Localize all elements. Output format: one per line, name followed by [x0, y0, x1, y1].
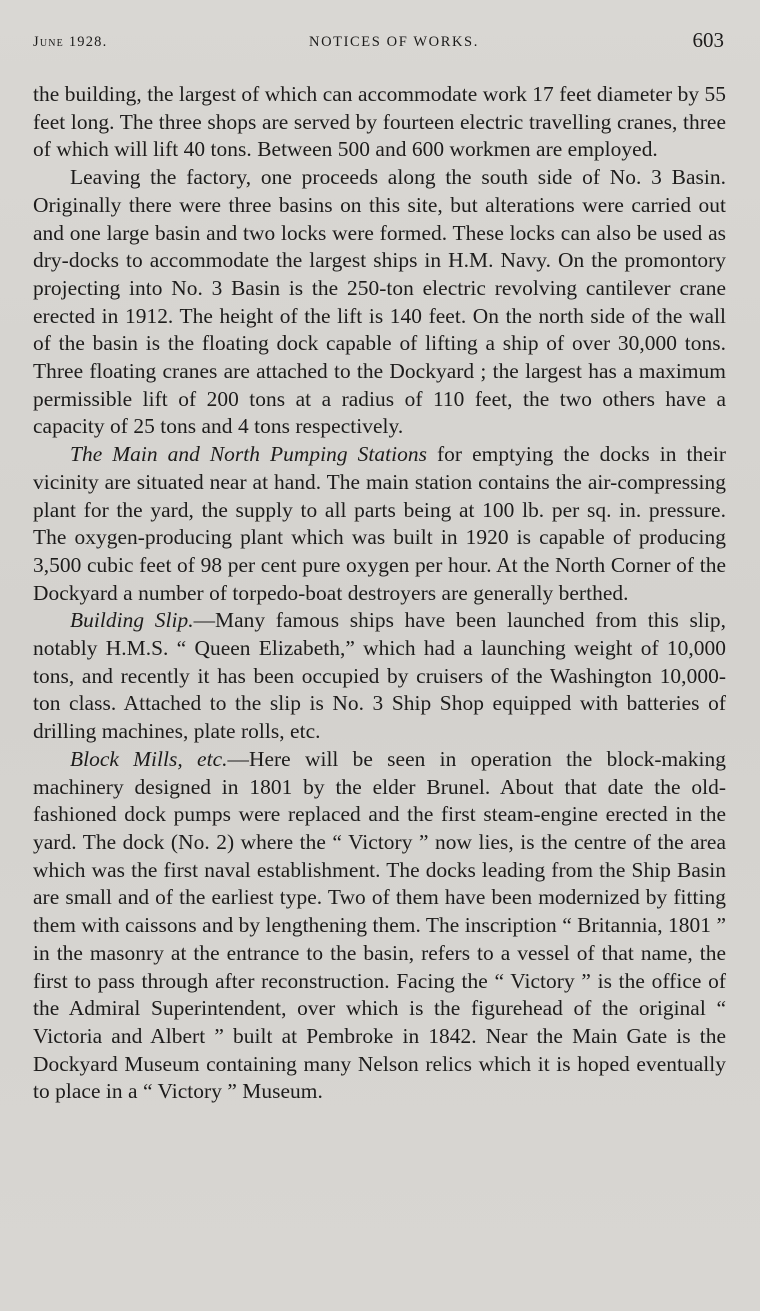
paragraph-text: for emptying the docks in their vicinity are situated near at hand. The main station contains the air-compressing plant for the yard, the supply to all parts being at 100 lb. per sq. in. pressure. The oxygen-producing plant which was built in 1920 is capable of producing 3,500 cubic feet of 98 per cent pure oxygen per hour. At the North Corner of the Dockyard a number of torpedo-boat destroyers are generally berthed.: [33, 442, 726, 605]
paragraph-text: —Many famous ships have been launched from this slip, notably H.M.S. “ Queen Elizabeth,” which had a launching weight of 10,000 tons, and recently it has been occupied by cruisers of the Washington 10,000-ton class. Attached to the slip is No. 3 Ship Shop equipped with batteries of drilling machines, plate rolls, etc.: [33, 608, 726, 744]
paragraph-building-slip: [33, 607, 726, 746]
paragraph-text: the building, the largest of which can accommodate work 17 feet diameter by 55 feet long. The three shops are served by fourteen electric travelling cranes, three of which will lift 40 tons. Between 500 and 600 workmen are employed.: [33, 82, 726, 162]
paragraph-pumping-stations: [33, 441, 726, 607]
paragraph-heading: Building Slip.: [70, 608, 194, 633]
body-text: [33, 81, 726, 1106]
paragraph-heading: The Main and North Pumping Stations: [70, 442, 427, 467]
paragraph-block-mills: [33, 746, 726, 1106]
paragraph-text: Leaving the factory, one proceeds along the south side of No. 3 Basin. Originally there were three basins on this site, but alterations were carried out and one large basin and two locks were formed. These locks can also be used as dry-docks to accommodate the largest ships in H.M. Navy. On the promontory projecting into No. 3 Basin is the 250-ton electric revolving cantilever crane erected in 1912. The height of the lift is 140 feet. On the north side of the wall of the basin is the floating dock capable of lifting a ship of over 30,000 tons. Three floating cranes are attached to the Dockyard ; the largest has a maximum permissible lift of 200 tons at a radius of 110 feet, the two others have a capacity of 25 tons and 4 tons respectively.: [33, 165, 726, 439]
running-header: [33, 28, 726, 68]
paragraph-heading: Block Mills, etc.: [70, 746, 228, 771]
header-date: June 1928.: [33, 34, 108, 50]
paragraph-continuation: [33, 81, 726, 164]
paragraph-basin: [33, 164, 726, 441]
page-number: 603: [692, 28, 724, 52]
paragraph-text: —Here will be seen in operation the block-making machinery designed in 1801 by the elder Brunel. About that date the old-fashioned dock pumps were replaced and the first steam-engine erected in the yard. The dock (No. 2) where the “ Victory ” now lies, is the centre of the area which was the first naval establishment. The docks leading from the Ship Basin are small and of the earliest type. Two of them have been modernized by fitting them with caissons and by lengthening them. The inscription “ Britannia, 1801 ” in the masonry at the entrance to the basin, refers to a vessel of that name, the first to pass through after reconstruction. Facing the “ Victory ” is the office of the Admiral Superintendent, over which is the figurehead of the original “ Victoria and Albert ” built at Pembroke in 1842. Near the Main Gate is the Dockyard Museum containing many Nelson relics which it is hoped eventually to place in a “ Victory ” Museum.: [33, 746, 726, 1104]
header-title: NOTICES OF WORKS.: [309, 34, 479, 50]
